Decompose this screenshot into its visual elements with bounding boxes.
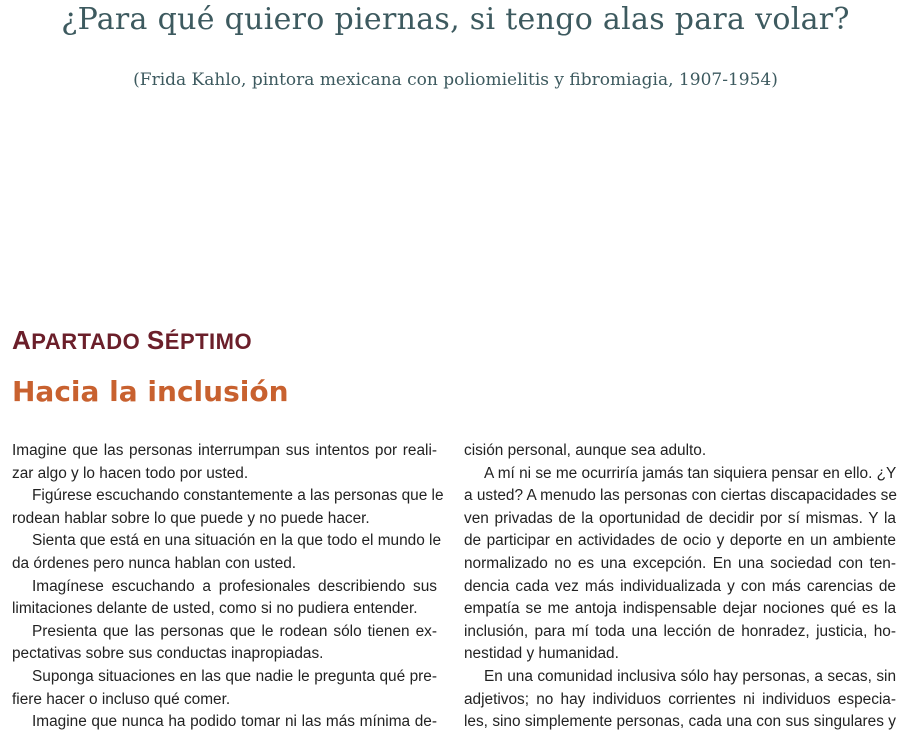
text-line: Presienta que las personas que le rodean sólo tienen ex- (32, 622, 437, 640)
text-line: nestidad y humanidad. (464, 645, 619, 663)
text-line: empatía se me antoja indispensable dejar nociones qué es la (464, 600, 896, 618)
text-line: Sienta que está en una situación en la que todo el mundo le (32, 532, 442, 550)
text-line: rodean hablar sobre lo que puede y no puede hacer. (12, 509, 370, 527)
text-line: ven privadas de la oportunidad de decidir por sí mismas. Y la (464, 509, 896, 527)
text-line: adjetivos; no hay individuos corrientes ni individuos especia- (464, 690, 896, 708)
section-label-initial-2: S (146, 325, 165, 355)
section-label-word-1: PARTADO (31, 329, 141, 354)
text-line: limitaciones delante de usted, como si no pudiera entender. (12, 600, 418, 618)
text-line: pectativas sobre sus conductas inapropiadas. (12, 645, 324, 663)
section-label-word-2: ÉPTIMO (164, 329, 253, 354)
text-line: zar algo y lo hacen todo por usted. (12, 464, 249, 482)
epigraph-attribution: (Frida Kahlo, pintora mexicana con poliomielitis y fibromiagia, 1907-1954) (133, 70, 778, 90)
right-column (464, 440, 896, 734)
text-line: de participar en actividades de ocio y deporte en un ambiente (464, 532, 896, 550)
text-line: normalizado no es una excepción. En una sociedad con ten- (464, 554, 896, 572)
text-line: Imagine que nunca ha podido tomar ni las más mínima de- (32, 713, 437, 731)
text-line: En una comunidad inclusiva sólo hay personas, a secas, sin (484, 667, 896, 685)
text-line: da órdenes pero nunca hablan con usted. (12, 554, 297, 572)
text-line: fiere hacer o incluso qué comer. (12, 690, 231, 708)
section-label-initial-1: A (12, 325, 32, 355)
text-line: dencia cada vez más individualizada y con más carencias de (464, 577, 896, 595)
chapter-title: Hacia la inclusión (12, 375, 289, 408)
text-line: Suponga situaciones en las que nadie le pregunta qué pre- (32, 667, 437, 685)
text-line: a usted? A menudo las personas con ciertas discapacidades se (464, 487, 897, 505)
text-line: A mí ni se me ocurriría jamás tan siquiera pensar en ello. ¿Y (484, 464, 897, 482)
text-line: inclusión, para mí toda una lección de honradez, justicia, ho- (464, 622, 896, 640)
text-line: Imagínese escuchando a profesionales describiendo sus (32, 577, 437, 595)
text-line: Figúrese escuchando constantemente a las personas que le (32, 487, 444, 505)
epigraph-quote: ¿Para qué quiero piernas, si tengo alas para volar? (61, 2, 850, 37)
text-line: Imagine que las personas interrumpan sus intentos por reali- (12, 442, 437, 459)
section-label (12, 325, 252, 356)
text-line: les, sino simplemente personas, cada una con sus singulares y (464, 713, 896, 731)
text-line: cisión personal, aunque sea adulto. (464, 442, 707, 459)
left-column (12, 440, 444, 734)
